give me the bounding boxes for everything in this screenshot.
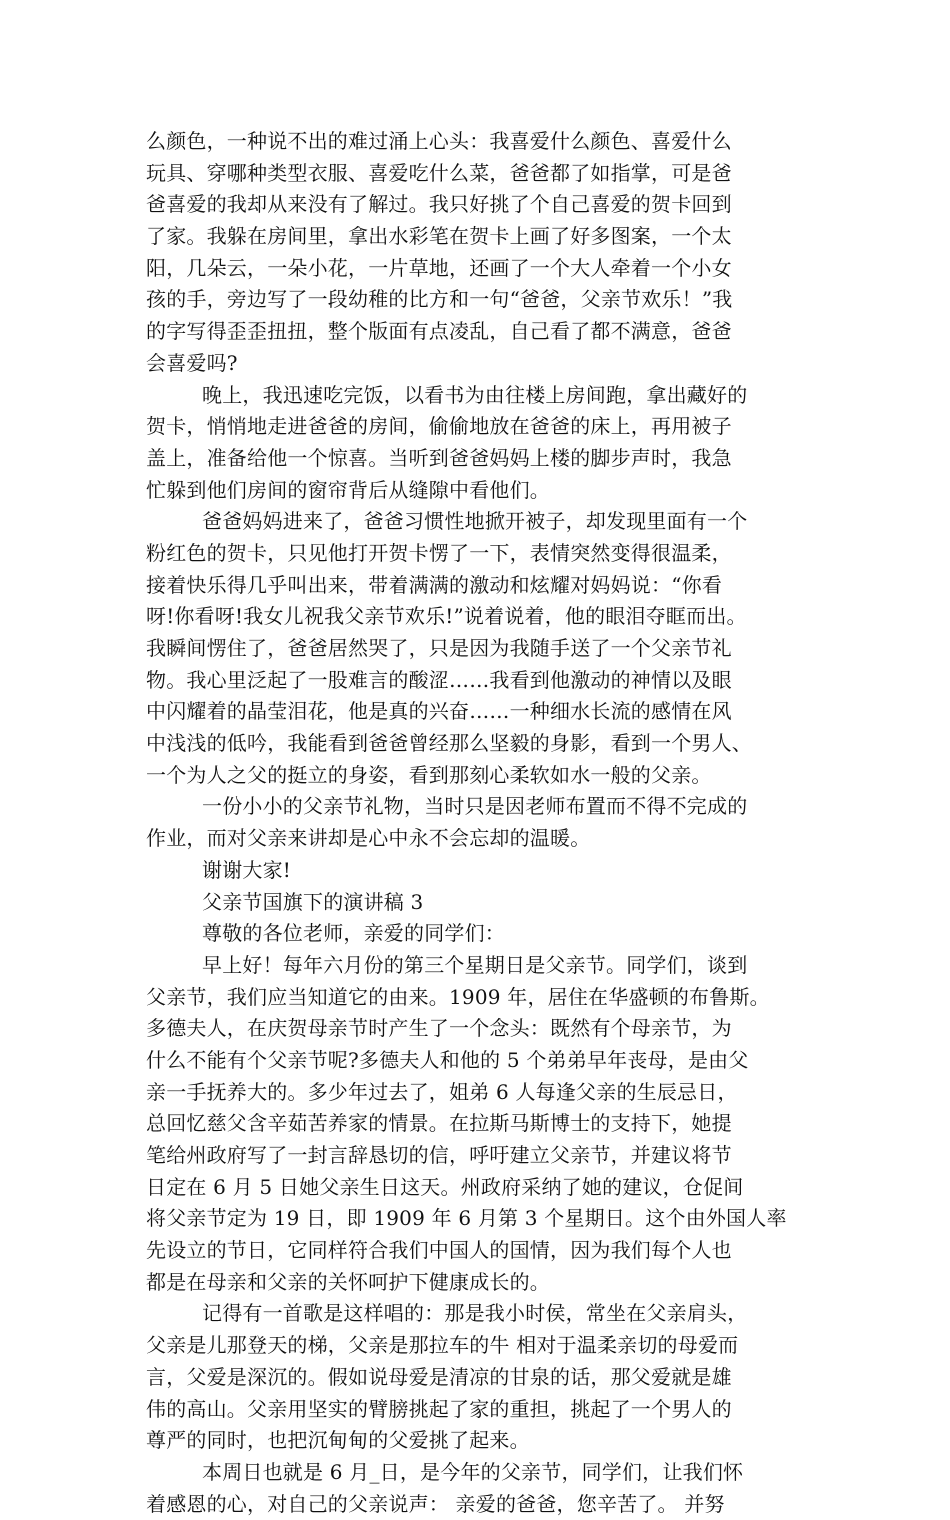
text-line: 晚上，我迅速吃完饭，以看书为由往楼上房间跑，拿出藏好的 bbox=[202, 382, 748, 407]
text-line: 物。我心里泛起了一股难言的酸涩……我看到他激动的神情以及眼 bbox=[146, 667, 732, 692]
text-line: 都是在母亲和父亲的关怀呵护下健康成长的。 bbox=[146, 1269, 550, 1294]
text-line: 一个为人之父的挺立的身姿，看到那刻心柔软如水一般的父亲。 bbox=[146, 762, 712, 787]
text-line: 言，父爱是深沉的。假如说母爱是清凉的甘泉的话，那父爱就是雄 bbox=[146, 1364, 732, 1389]
text-line: 一份小小的父亲节礼物，当时只是因老师布置而不得不完成的 bbox=[202, 794, 748, 819]
text-line: 爸喜爱的我却从来没有了解过。我只好挑了个自己喜爱的贺卡回到 bbox=[146, 192, 732, 217]
text-line: 爸爸妈妈进来了，爸爸习惯性地掀开被子，却发现里面有一个 bbox=[202, 509, 748, 534]
text-line: 先设立的节日，它同样符合我们中国人的国情，因为我们每个人也 bbox=[146, 1238, 732, 1263]
text-line: 孩的手，旁边写了一段幼稚的比方和一句“爸爸，父亲节欢乐！”我 bbox=[146, 287, 733, 312]
text-line: 总回忆慈父含辛茹苦养家的情景。在拉斯马斯博士的支持下，她提 bbox=[146, 1111, 732, 1136]
text-line: 我瞬间愣住了，爸爸居然哭了，只是因为我随手送了一个父亲节礼 bbox=[146, 636, 732, 660]
text-line: 笔给州政府写了一封言辞恳切的信，呼吁建立父亲节，并建议将节 bbox=[146, 1143, 732, 1167]
text-line: 将父亲节定为 19 日，即 1909 年 6 月第 3 个星期日。这个由外国人率 bbox=[146, 1206, 787, 1231]
text-line: 多德夫人，在庆贺母亲节时产生了一个念头：既然有个母亲节，为 bbox=[146, 1016, 732, 1041]
text-line: 了家。我躲在房间里，拿出水彩笔在贺卡上画了好多图案，一个太 bbox=[146, 224, 732, 249]
text-line: 父亲节国旗下的演讲稿 3 bbox=[202, 889, 424, 914]
text-line: 什么不能有个父亲节呢?多德夫人和他的 5 个弟弟早年丧母，是由父 bbox=[146, 1047, 749, 1072]
text-line: 呀!你看呀!我女儿祝我父亲节欢乐!”说着说着，他的眼泪夺眶而出。 bbox=[146, 604, 747, 629]
text-line: 盖上，准备给他一个惊喜。当听到爸爸妈妈上楼的脚步声时，我急 bbox=[146, 445, 732, 470]
text-line: 谢谢大家! bbox=[202, 857, 292, 882]
text-line: 忙躲到他们房间的窗帘背后从缝隙中看他们。 bbox=[146, 477, 550, 502]
text-line: 早上好！每年六月份的第三个星期日是父亲节。同学们，谈到 bbox=[202, 952, 748, 977]
text-line: 粉红色的贺卡，只见他打开贺卡愣了一下，表情突然变得很温柔， bbox=[146, 540, 732, 565]
text-line: 尊严的同时，也把沉甸甸的父爱挑了起来。 bbox=[146, 1428, 530, 1453]
text-line: 贺卡，悄悄地走进爸爸的房间，偷偷地放在爸爸的床上，再用被子 bbox=[146, 414, 732, 439]
text-line: 接着快乐得几乎叫出来，带着满满的激动和炫耀对妈妈说：“你看 bbox=[146, 572, 723, 597]
text-line: 尊敬的各位老师，亲爱的同学们： bbox=[202, 921, 505, 946]
text-line: 么颜色，一种说不出的难过涌上心头：我喜爱什么颜色、喜爱什么 bbox=[146, 129, 732, 153]
text-line: 中浅浅的低吟，我能看到爸爸曾经那么坚毅的身影，看到一个男人、 bbox=[146, 731, 752, 756]
text-line: 中闪耀着的晶莹泪花，他是真的兴奋……一种细水长流的感情在风 bbox=[146, 699, 732, 724]
text-line: 作业，而对父亲来讲却是心中永不会忘却的温暖。 bbox=[146, 826, 591, 851]
text-line: 阳，几朵云，一朵小花，一片草地，还画了一个大人牵着一个小女 bbox=[146, 255, 732, 280]
text-line: 玩具、穿哪种类型衣服、喜爱吃什么菜，爸爸都了如指掌，可是爸 bbox=[146, 160, 732, 185]
text-line: 父亲节，我们应当知道它的由来。1909 年，居住在华盛顿的布鲁斯。 bbox=[146, 984, 770, 1009]
text-line: 父亲是儿那登天的梯，父亲是那拉车的牛 相对于温柔亲切的母爱而 bbox=[146, 1333, 739, 1358]
text-line: 着感恩的心，对自己的父亲说声： 亲爱的爸爸，您辛苦了。 并努 bbox=[146, 1491, 725, 1516]
document-page bbox=[146, 126, 810, 1520]
text-line: 的字写得歪歪扭扭，整个版面有点凌乱，自己看了都不满意，爸爸 bbox=[146, 319, 732, 344]
text-line: 亲一手抚养大的。多少年过去了，姐弟 6 人每逢父亲的生辰忌日， bbox=[146, 1079, 738, 1104]
text-line: 伟的高山。父亲用坚实的臂膀挑起了家的重担，挑起了一个男人的 bbox=[146, 1396, 732, 1421]
text-line: 记得有一首歌是这样唱的：那是我小时侯，常坐在父亲肩头， bbox=[202, 1301, 748, 1326]
text-line: 日定在 6 月 5 日她父亲生日这天。州政府采纳了她的建议，仓促间 bbox=[146, 1174, 744, 1199]
text-line: 会喜爱吗? bbox=[146, 350, 238, 375]
text-line: 本周日也就是 6 月_日，是今年的父亲节，同学们，让我们怀 bbox=[202, 1459, 744, 1484]
